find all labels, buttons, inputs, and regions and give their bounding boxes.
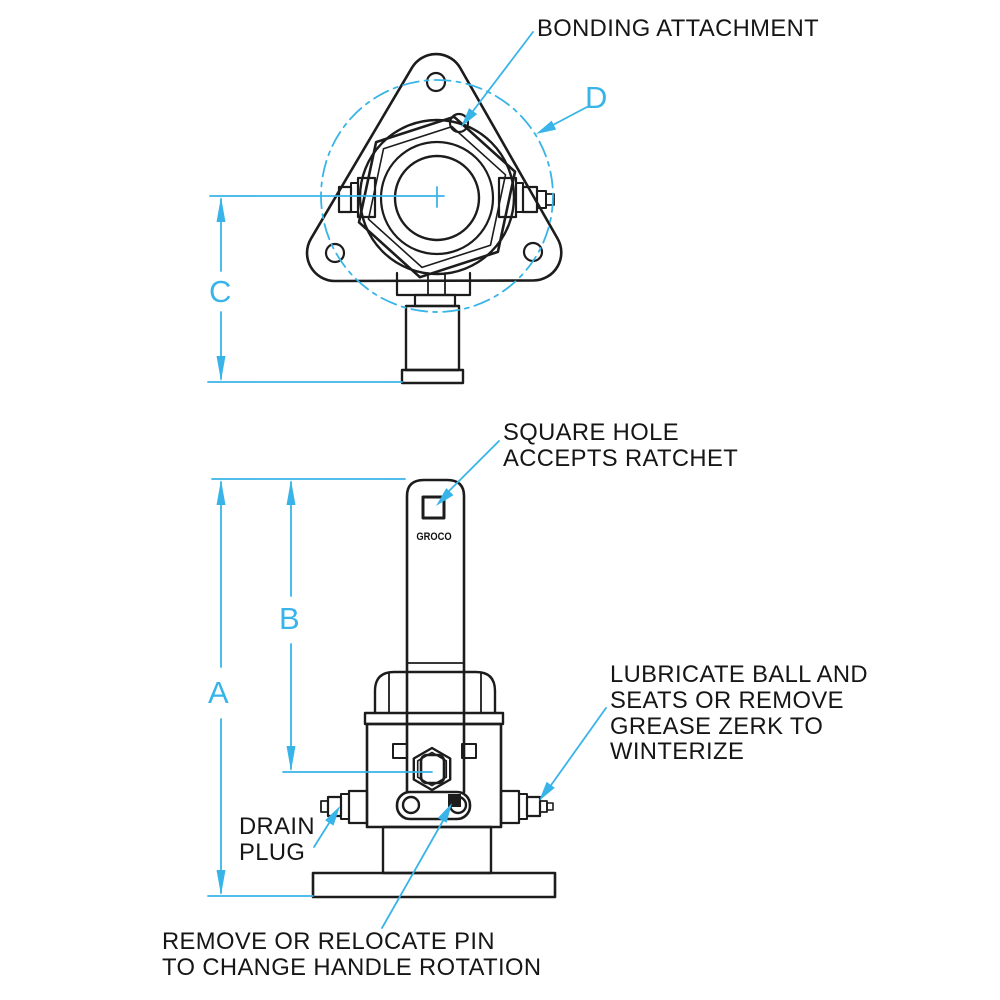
bonding-leader	[470, 32, 533, 115]
dimension-b-label: B	[279, 601, 300, 636]
square-hole-label: SQUARE HOLE ACCEPTS RATCHET	[503, 419, 739, 472]
grease-zerk	[527, 797, 540, 816]
pipe-stub	[406, 306, 459, 370]
body-top-plate	[365, 713, 503, 724]
lubricate-leader	[549, 708, 606, 788]
valve-body	[367, 724, 501, 827]
lubricate-label: LUBRICATE BALL AND SEATS OR REMOVE GREASE ZERK TO WINTERIZE	[610, 661, 868, 766]
brand-logo: GROCO	[416, 531, 452, 543]
pipe-stub-ring	[402, 370, 463, 383]
dimension-c-label: C	[209, 274, 232, 309]
handle-pin	[448, 794, 461, 807]
remove-pin-label: REMOVE OR RELOCATE PIN TO CHANGE HANDLE ROTATION	[162, 928, 542, 981]
packing-dome	[375, 672, 495, 713]
drain-leader	[314, 820, 331, 847]
handle	[407, 480, 464, 792]
dimension-a-label: A	[208, 675, 229, 710]
d-leader	[551, 107, 587, 126]
top-view-drawing	[307, 54, 561, 383]
base-neck	[383, 827, 491, 873]
bolt-hole-left	[326, 244, 344, 262]
pin-hole-left	[403, 797, 419, 813]
square-hole-leader	[446, 441, 499, 494]
drain-plug-label: DRAIN PLUG	[239, 813, 315, 866]
dimension-d-label: D	[585, 80, 608, 115]
triangular-flange-outline	[307, 54, 561, 281]
arrowheads	[217, 108, 557, 895]
base-flange	[313, 873, 555, 897]
bolt-hole-top	[427, 73, 445, 91]
bonding-attachment-label: BONDING ATTACHMENT	[537, 15, 820, 42]
